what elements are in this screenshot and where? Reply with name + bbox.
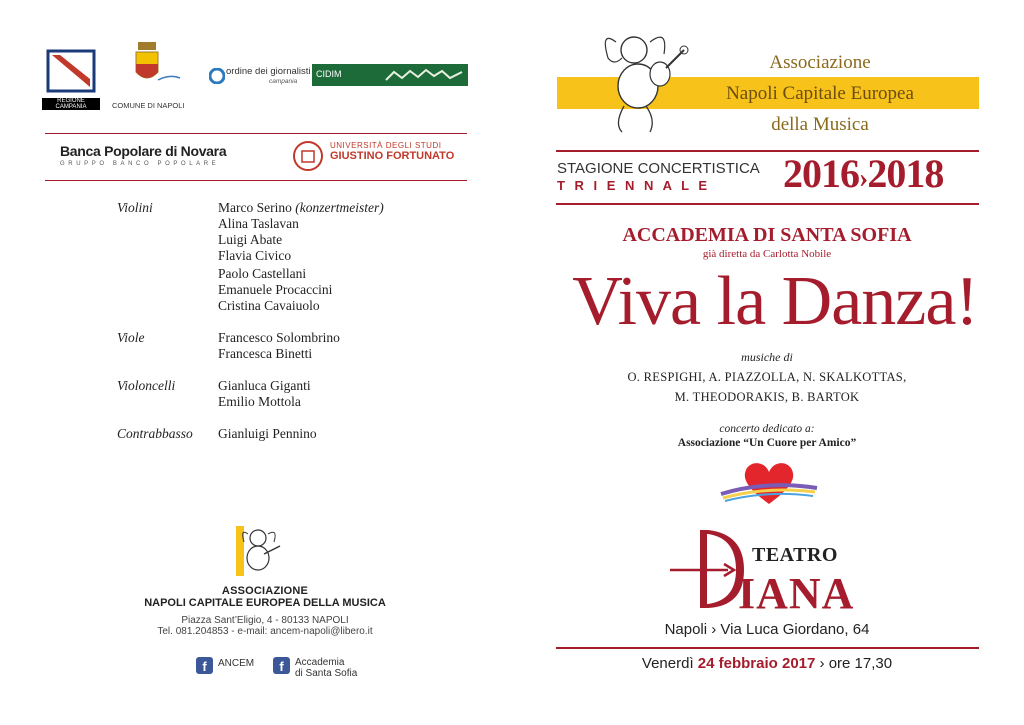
ordine-giornalisti-logo <box>209 64 311 92</box>
association-title-line1: Associazione <box>769 52 871 73</box>
member-note: (konzertmeister) <box>295 200 384 215</box>
year-end: 2018 <box>867 151 944 196</box>
roster-group-viole <box>117 330 457 362</box>
comune-label: COMUNE DI NAPOLI <box>112 101 185 110</box>
season-triennale: T R I E N N A L E <box>557 178 711 193</box>
regione-campania-logo <box>42 49 100 110</box>
banca-label: Banca Popolare di Novara <box>60 143 227 159</box>
role-label: Violini <box>117 200 153 215</box>
teatro-label: TEATRO <box>752 544 838 566</box>
association-line2: NAPOLI CAPITALE EUROPEA DELLA MUSICA <box>144 597 386 609</box>
role-label: Contrabbasso <box>117 426 193 441</box>
concert-title: Viva la Danza! <box>572 263 978 340</box>
left-sponsor-rule <box>45 180 467 181</box>
cidim-logo <box>312 64 468 86</box>
directed-by: già diretta da Carlotta Nobile <box>702 248 832 260</box>
association-title-line2: Napoli Capitale Europea <box>726 83 914 104</box>
facebook-icon[interactable]: f <box>196 657 213 674</box>
diana-label: IANA <box>738 569 855 618</box>
year-start: 2016 <box>783 151 859 196</box>
napoli-crest-icon <box>112 40 184 88</box>
teatro-diana-d-icon <box>668 526 748 612</box>
roster-group-contrabbasso <box>117 426 457 442</box>
banca-sub-label: GRUPPO BANCO POPOLARE <box>60 161 220 167</box>
dedicatee-name: Associazione “Un Cuore per Amico” <box>677 437 857 449</box>
universita-name-label: GIUSTINO FORTUNATO <box>330 150 455 162</box>
facebook-accademia-line1: Accademia <box>295 657 345 668</box>
member-name: Luigi Abate <box>218 232 283 247</box>
universita-seal-icon <box>292 140 324 172</box>
role-label: Viole <box>117 330 145 345</box>
season-label: STAGIONE CONCERTISTICA <box>557 160 760 177</box>
left-top-rule <box>45 133 467 134</box>
member-name: Gianluigi Pennino <box>218 426 317 441</box>
facebook-accademia-label[interactable] <box>295 657 357 679</box>
member-name: Gianluca Giganti <box>218 378 311 393</box>
cidim-horses-icon <box>384 66 464 84</box>
member-name: Emanuele Procaccini <box>218 282 333 297</box>
member-name: Paolo Castellani <box>218 266 307 281</box>
roster-group-violini <box>117 200 457 314</box>
date-rule <box>556 647 979 649</box>
roster-group-violoncelli <box>117 378 457 410</box>
season-years <box>783 150 943 197</box>
composers-line2: M. THEODORAKIS, B. BARTOK <box>674 390 860 404</box>
facebook-icon[interactable]: f <box>273 657 290 674</box>
facebook-ancem-label[interactable]: ANCEM <box>218 658 255 669</box>
member-name: Marco Serino <box>218 200 292 215</box>
member-name: Alina Taslavan <box>218 216 299 231</box>
facebook-accademia-line2: di Santa Sofia <box>295 668 358 679</box>
role-label: Violoncelli <box>117 378 176 393</box>
ordine-label: ordine dei giornalisti <box>226 66 311 77</box>
dedicated-label: concerto dedicato a: <box>719 423 815 435</box>
event-date <box>556 655 978 672</box>
ordine-sub-label: campania <box>269 78 298 85</box>
member-name: Francesco Solombrino <box>218 330 340 345</box>
member-name: Francesca Binetti <box>218 346 313 361</box>
association-address: Piazza Sant’Eligio, 4 - 80133 NAPOLI <box>181 615 349 626</box>
banca-popolare-logo <box>60 143 260 173</box>
orchestra-roster <box>117 200 457 458</box>
date-time: › ore 17,30 <box>819 655 893 672</box>
association-contact: Tel. 081.204853 - e-mail: ancem-napoli@libero.it <box>157 626 373 637</box>
association-title-line3: della Musica <box>771 114 869 135</box>
universita-logo <box>292 140 455 174</box>
universita-top-label: UNIVERSITÀ DEGLI STUDI <box>330 141 442 150</box>
season-bottom-rule <box>556 203 979 205</box>
member-name: Emilio Mottola <box>218 394 301 409</box>
member-name: Cristina Cavaiuolo <box>218 298 320 313</box>
theatre-address: Napoli › Via Luca Giordano, 64 <box>664 621 870 638</box>
year-separator-icon: › <box>859 163 868 194</box>
regione-label: REGIONE CAMPANIA <box>42 98 100 110</box>
music-by-label: musiche di <box>741 350 793 364</box>
ensemble-name: ACCADEMIA DI SANTA SOFIA <box>622 224 912 246</box>
composers-line1: O. RESPIGHI, A. PIAZZOLLA, N. SKALKOTTAS, <box>627 370 907 384</box>
regione-campania-emblem <box>42 49 100 93</box>
heart-logo-icon <box>717 458 821 508</box>
date-value: 24 febbraio 2017 <box>697 655 816 672</box>
member-name: Flavia Civico <box>218 248 292 263</box>
date-prefix: Venerdì <box>641 655 694 672</box>
cherub-logo-small-icon <box>234 524 284 580</box>
comune-napoli-logo <box>112 40 184 110</box>
cidim-label: CIDIM <box>316 69 342 79</box>
association-contact-block <box>140 585 390 637</box>
ordine-swirl-icon <box>209 68 225 84</box>
association-line1: ASSOCIAZIONE <box>221 585 309 597</box>
